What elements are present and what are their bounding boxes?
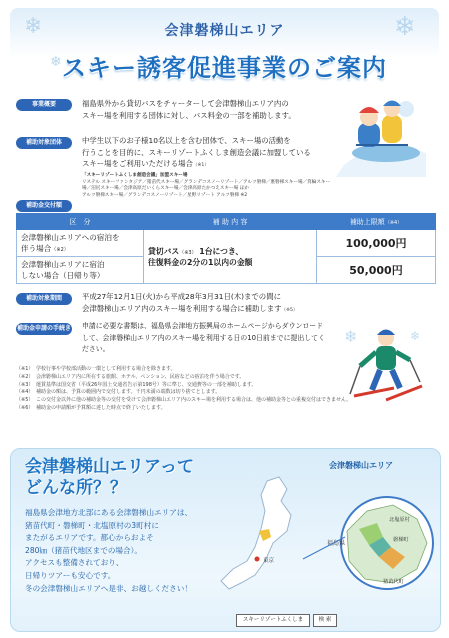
area-info-line: 280㎞（猪苗代地区までの場合）。 <box>25 545 143 555</box>
snowflake-icon: ❄ <box>50 54 62 70</box>
member-resorts-list: アルツ磐梯スキー場／グランデコスノーリゾート／星野リゾート アルツ磐梯 ※2 <box>82 192 248 198</box>
area-info-title <box>25 457 194 499</box>
row2-category-line: しない場合（日帰り等） <box>21 271 105 280</box>
footnote-ref: （※3） <box>179 249 197 256</box>
area-map <box>207 471 436 631</box>
subsidy-content <box>144 230 317 284</box>
area-info-line: アクセスも整備されており、 <box>25 558 124 568</box>
search-button[interactable]: 検 索 <box>313 614 337 627</box>
area-info-text <box>25 507 192 595</box>
header-subtitle: 会津磐梯山エリア <box>164 23 285 39</box>
limit-header-text: 補助上限額 <box>349 217 385 226</box>
footnote-number: （※2） <box>16 373 34 380</box>
row1-category-line: 会津磐梯山エリアへの宿泊を <box>21 233 120 242</box>
japan-map-shape <box>221 477 291 589</box>
area-info-title-line: どんな所？？ <box>25 478 127 498</box>
period-line: 平成27年12月1日(火)から平成28年3月31日(木)までの間に <box>82 292 281 301</box>
target-line-text: スキー場をご利用いただける場合 <box>82 159 193 168</box>
apply-text <box>82 321 344 356</box>
footnote-number: （※3） <box>16 381 34 388</box>
apply-line: ださい。 <box>82 345 110 353</box>
table-row <box>17 230 436 257</box>
target-line: 行うことを目的に、スキーリゾートふくしま創造会議に加盟している <box>82 147 311 157</box>
apply-line: 申請に必要な書類は、福島県会津地方振興局のホームページからダウンロード <box>82 322 324 330</box>
svg-text:❄: ❄ <box>344 327 358 346</box>
target-text <box>82 135 311 170</box>
footnote-text: 運賃基準は国交省（平成26年国土交通省告示第198号）等に準じ、交通費等の一部を補助します。 <box>36 381 257 388</box>
column-header-limit <box>317 214 436 230</box>
row1-category-line: 伴う場合 <box>21 244 52 253</box>
area-info-line: 猪苗代町・磐梯町・北塩原村の3町村に <box>25 520 159 530</box>
target-line <box>82 158 311 170</box>
footnote-ref: （※5） <box>281 307 298 313</box>
sledding-children-illustration <box>336 95 430 177</box>
tokyo-label: 東京 <box>263 558 275 564</box>
period-text <box>82 291 298 314</box>
footnote-text: 学校行事や学校部活動の一環として利用する場合を除きます。 <box>36 366 176 372</box>
area-info-title-line: 会津磐梯山エリアって <box>25 457 194 477</box>
apply-line: して、会津磐梯山エリア内のスキー場を利用する日の10日前までに提出してく <box>82 333 325 342</box>
overview-line: 福島県外から貸切バスをチャーターして会津磐梯山エリア内の <box>82 99 289 108</box>
section-label-amount: 補助金交付額 <box>16 200 72 212</box>
footnote-text: 会津磐梯山エリア内に所在する旅館、ホテル、ペンション、民宿などの宿泊を伴う場合です。 <box>36 373 245 380</box>
area-info-line: 冬の会津磐梯山エリアへ是非、お越しください！ <box>25 583 192 593</box>
area-info-line: 日帰りツアーも安心です。 <box>25 570 116 580</box>
row2-category-line: 会津磐梯山エリアに宿泊 <box>21 260 105 269</box>
area-info-line: 福島県会津地方北部にある会津磐梯山エリアは、 <box>25 508 193 517</box>
row1-category <box>17 230 144 257</box>
limit-daytrip: 50,000円 <box>317 257 436 284</box>
target-line: 中学生以下のお子様10名以上を含む団体で、スキー場の活動を <box>82 136 291 145</box>
footnote-ref: （※4） <box>384 219 403 226</box>
overview-text <box>82 98 296 121</box>
row2-category <box>17 257 144 284</box>
section-label-period: 補助対象期間 <box>16 293 72 305</box>
column-header-category: 区 分 <box>17 214 144 230</box>
footnote-number: （※1） <box>16 366 34 372</box>
overview-line: スキー場を利用する団体に対し、バス料金の一部を補助します。 <box>82 110 296 120</box>
section-label-overview: 事業概要 <box>16 99 72 111</box>
content-line: 1台につき、 <box>199 246 244 256</box>
footnote-item <box>16 397 432 405</box>
column-header-content: 補 助 内 容 <box>144 214 317 230</box>
content-line: 往復料金の2分の1以内の金額 <box>148 257 253 267</box>
footnote-item <box>16 405 432 413</box>
zoom-connector-line <box>303 537 345 559</box>
svg-text:❄: ❄ <box>410 329 421 343</box>
section-label-target: 補助対象団体 <box>16 137 72 149</box>
footnote-ref: （※1） <box>192 163 209 168</box>
footnote-text: 補助金の額は、予算の範囲内で交付します。千円未満の端数は切り捨てとします。 <box>36 389 221 396</box>
table-header-row <box>17 214 436 230</box>
footnote-ref: （※2） <box>51 247 69 253</box>
limit-overnight: 100,000円 <box>317 230 436 257</box>
member-resorts-list: リステル スキーファンタジア／猪苗代スキー場／グランデコスノーリゾート／アルツ磐梯／裏磐梯スキー場／箕輪スキー場／沼尻スキー場／会津高原だいくらスキー場／会津高原たかつえスキー場 ほか <box>82 179 331 191</box>
footnotes <box>16 366 432 413</box>
area-info-line: またがるエリアです。都心からおよそ <box>25 533 154 543</box>
footnote-number: （※6） <box>16 404 34 411</box>
resort-search-box[interactable]: スキーリゾートふくしま <box>236 614 310 627</box>
footnote-text: この交付金以外に他の補助金等の交付を受けて会津磐梯山エリア内のスキー場を利用する場合は、他の補助金等との重複交付はできません。 <box>36 397 352 404</box>
target-footnote <box>82 173 332 199</box>
content-line: 貸切バス <box>148 246 180 256</box>
section-label-apply: 補助金申請の手続き <box>16 323 72 335</box>
subsidy-table <box>16 213 436 284</box>
snowflake-icon: ❄ <box>24 14 43 39</box>
kitashiobara-label: 北塩原村 <box>389 517 410 523</box>
bandai-label: 磐梯町 <box>393 537 409 543</box>
footnote-text: 補助金の申請額が予算額に達した時点で終了いたします。 <box>36 404 166 411</box>
map-title: 会津磐梯山エリア <box>329 461 393 470</box>
footnote-number: （※4） <box>16 389 34 396</box>
footnote-item <box>16 366 432 374</box>
header-banner <box>10 8 439 92</box>
period-line: 会津磐梯山エリア内のスキー場を利用する場合に補助します <box>82 303 282 313</box>
page-title: スキー誘客促進事業のご案内 <box>62 54 387 82</box>
footnote-number: （※5） <box>16 397 34 404</box>
member-resorts-heading: 「スキーリゾートふくしま創造会議」加盟スキー場 <box>82 173 188 178</box>
area-info-box <box>10 448 441 632</box>
inawashiro-label: 猪苗代町 <box>383 579 404 585</box>
fukushima-label: 福島県 <box>327 540 346 547</box>
footnote-item <box>16 374 432 382</box>
snowflake-icon: ❄ <box>394 12 416 42</box>
tokyo-marker <box>255 557 260 562</box>
